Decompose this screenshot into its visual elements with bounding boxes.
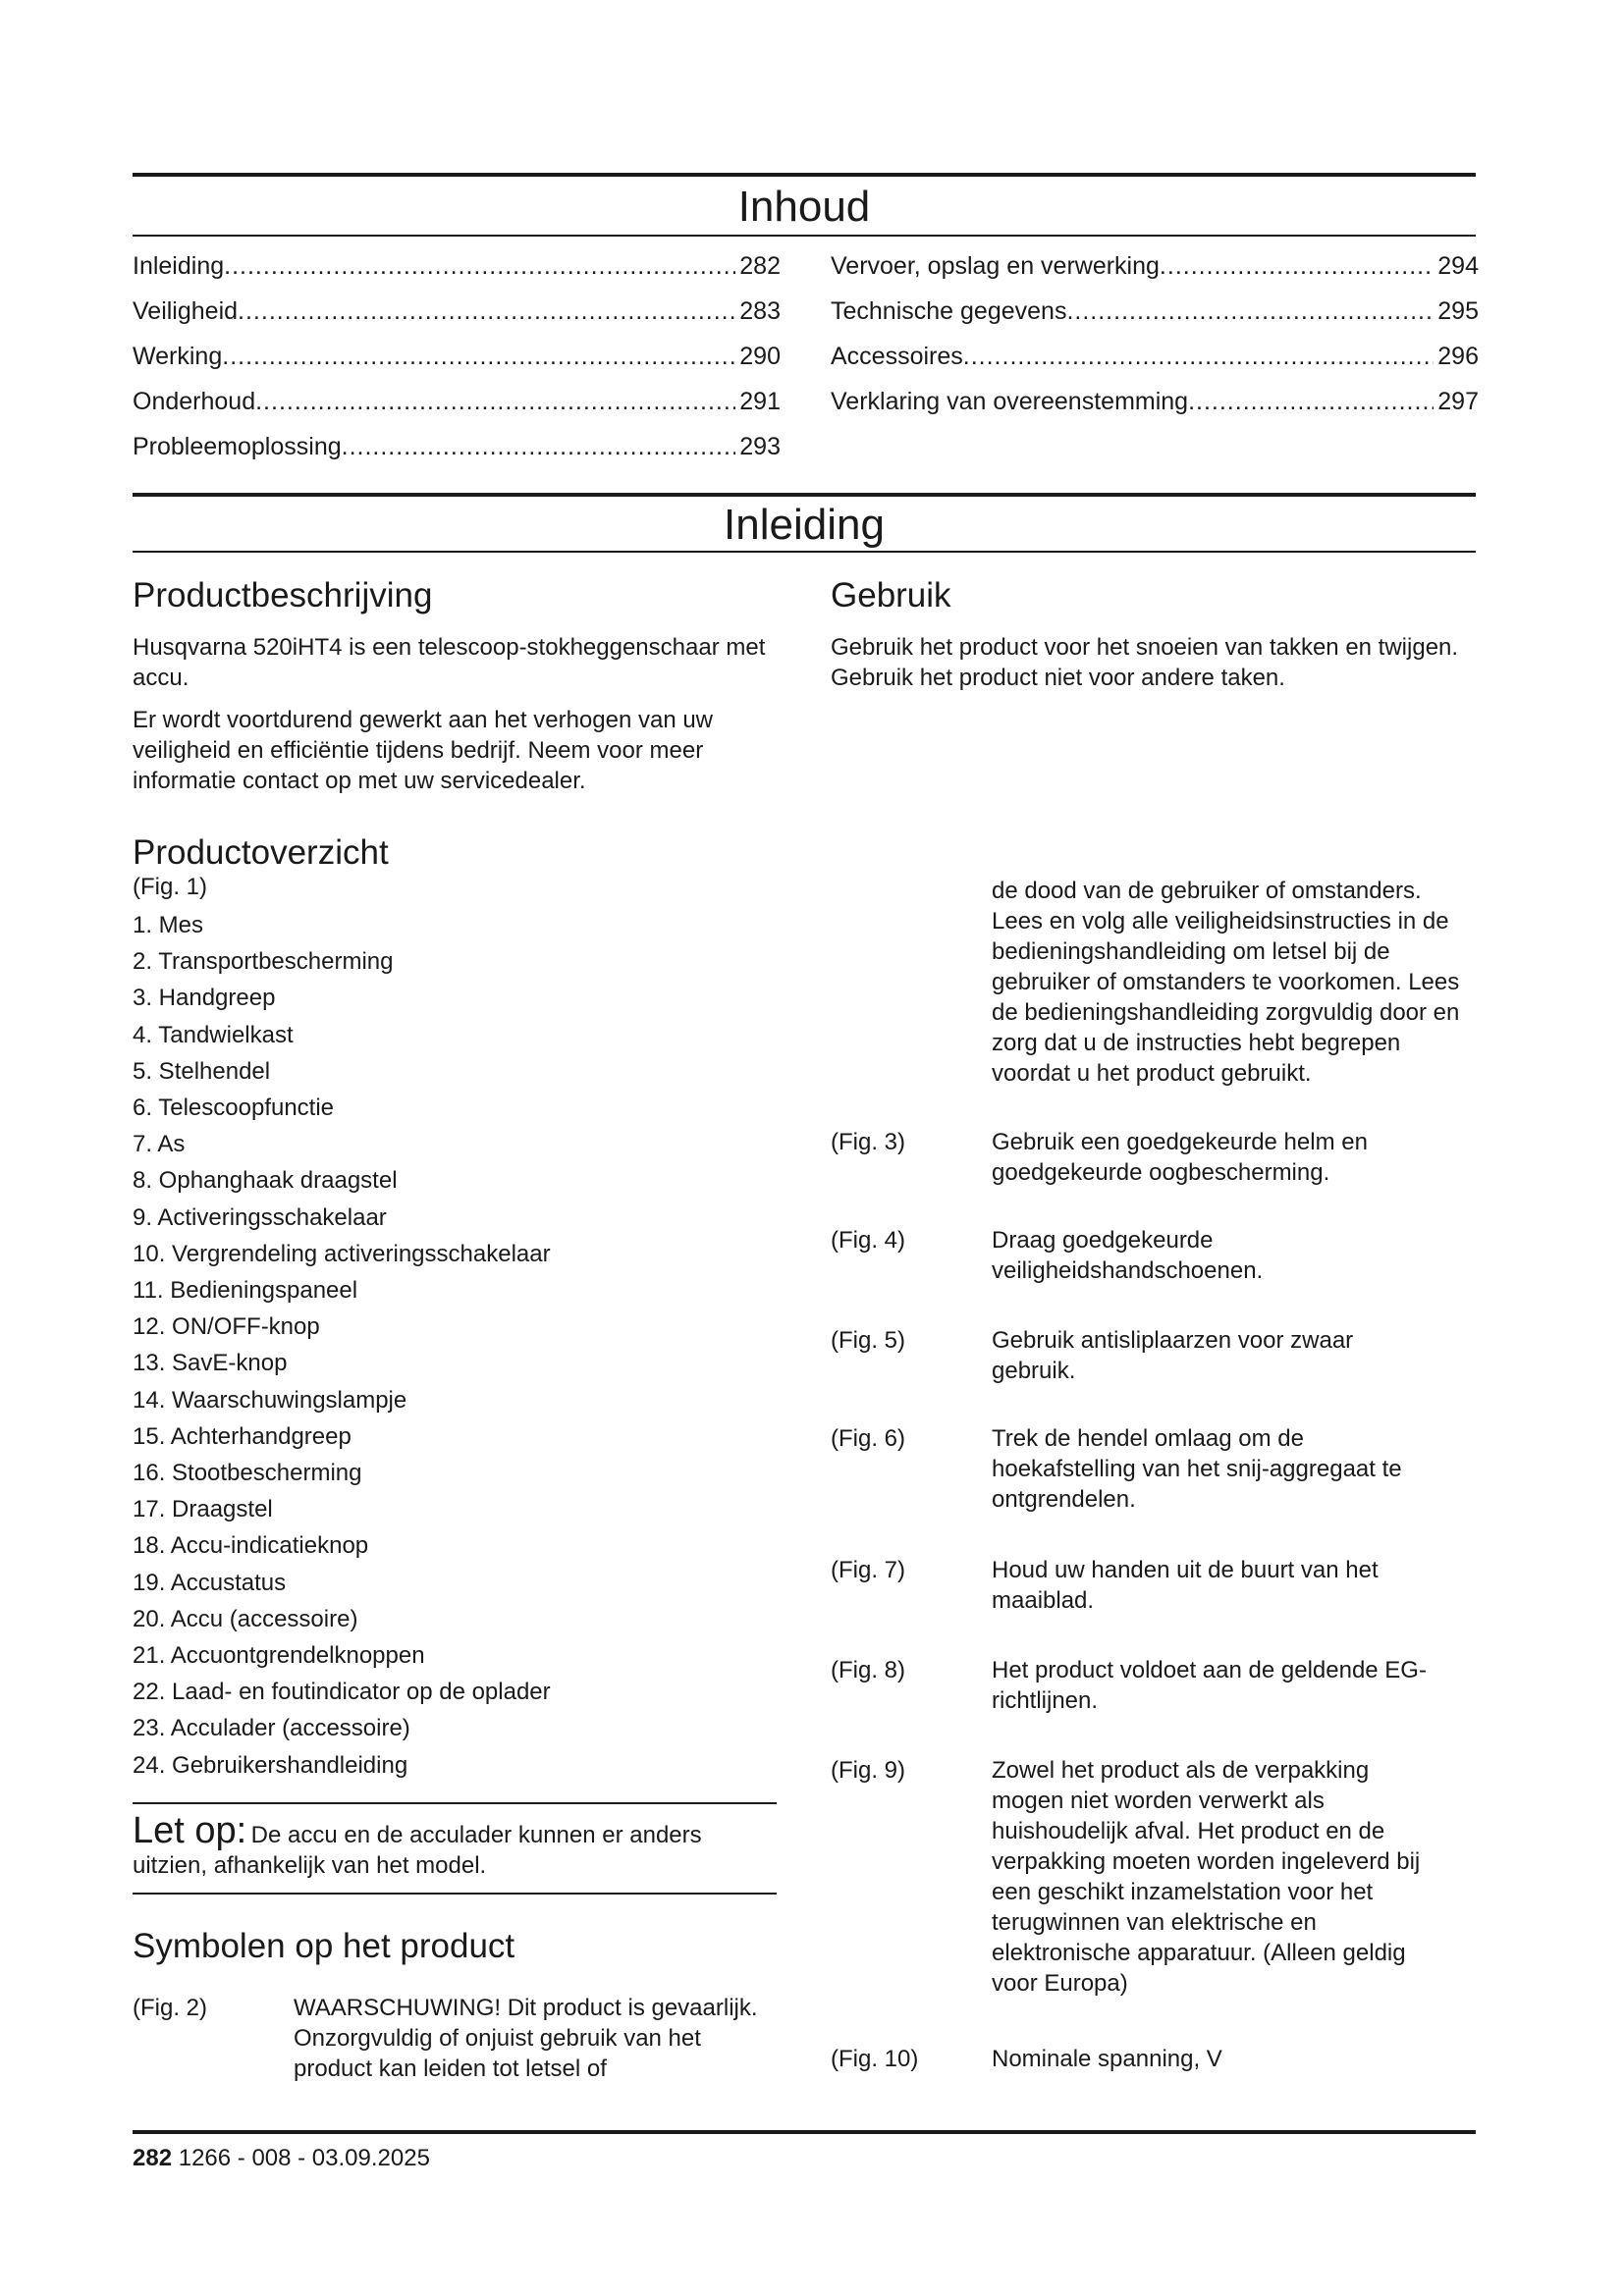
list-item: 8. Ophanghaak draagstel — [133, 1167, 398, 1195]
symbol-row-fig7 — [831, 1555, 1479, 1616]
symbols-section — [133, 1926, 781, 2084]
toc-entry[interactable] — [133, 432, 781, 477]
list-item: 24. Gebruikershandleiding — [133, 1751, 408, 1779]
list-item: 5. Stelhendel — [133, 1057, 271, 1085]
toc-right-column — [831, 251, 1479, 432]
list-item: 19. Accustatus — [133, 1569, 287, 1596]
toc-entry-page: 282 — [739, 252, 781, 280]
toc-entry[interactable] — [133, 342, 781, 387]
document-reference: 1266 - 008 - 03.09.2025 — [178, 2145, 430, 2171]
toc-entry-page: 294 — [1437, 252, 1479, 280]
toc-entry-page: 293 — [739, 433, 781, 460]
symbol-description: Het product voldoet aan de geldende EG-richtlijnen. — [992, 1657, 1427, 1714]
symbol-row-fig9 — [831, 1755, 1479, 1999]
list-item: 1. Mes — [133, 912, 204, 938]
toc-entry[interactable] — [831, 387, 1479, 432]
note-label: Let op: — [133, 1810, 247, 1851]
list-item: 14. Waarschuwingslampje — [133, 1386, 407, 1414]
symbol-fig-ref: (Fig. 5) — [831, 1327, 906, 1354]
toc-entry-page: 295 — [1437, 297, 1479, 325]
toc-entry-title: Accessoires — [831, 343, 963, 370]
symbol-description: Zowel het product als de verpakking mogen niet worden verwerkt als huishoudelijk afval. Het product en de verpakking moeten worden ingeleverd bij een geschikt inzamelstation voor het terugwinnen van elektrische en elektronische apparatuur. (Alleen geldig voor Europa) — [992, 1757, 1421, 1997]
symbol-description: Nominale spanning, V — [992, 2046, 1222, 2072]
symbol-description: Gebruik antisliplaarzen voor zwaar gebruik. — [992, 1327, 1354, 1384]
toc-entry[interactable] — [133, 251, 781, 296]
product-overview-list — [133, 907, 781, 1784]
list-item: 20. Accu (accessoire) — [133, 1605, 358, 1632]
symbol-row-fig4 — [831, 1225, 1479, 1286]
symbol-description: WAARSCHUWING! Dit product is gevaarlijk. Onzorgvuldig of onjuist gebruik van het product kan leiden tot letsel of — [294, 1995, 758, 2082]
symbol-row — [831, 876, 1479, 1089]
symbol-fig-ref: (Fig. 6) — [831, 1425, 906, 1452]
toc-entry-title: Werking — [133, 343, 223, 370]
symbol-row-fig6 — [831, 1423, 1479, 1515]
page-footer — [133, 2145, 430, 2172]
toc-entry-title: Verklaring van overeenstemming — [831, 388, 1189, 415]
symbol-row — [133, 1993, 781, 2084]
symbol-fig-ref: (Fig. 8) — [831, 1657, 906, 1683]
toc-entry-title: Probleemoplossing — [133, 433, 342, 460]
toc-entry-title: Vervoer, opslag en verwerking — [831, 252, 1160, 280]
product-overview — [133, 832, 781, 1784]
symbol-description: Draag goedgekeurde veiligheidshandschoenen. — [992, 1227, 1264, 1284]
usage-heading: Gebruik — [831, 576, 951, 614]
page-number: 282 — [133, 2145, 173, 2171]
list-item: 15. Achterhandgreep — [133, 1422, 352, 1450]
toc-entry-title: Technische gegevens — [831, 297, 1067, 325]
toc-entry-page: 283 — [739, 297, 781, 325]
product-description — [133, 575, 781, 796]
list-item: 4. Tandwielkast — [133, 1021, 294, 1048]
symbol-fig-ref: (Fig. 10) — [831, 2046, 919, 2072]
intro-title: Inleiding — [724, 501, 885, 549]
toc-entry-page: 291 — [739, 388, 781, 415]
product-description-heading: Productbeschrijving — [133, 576, 433, 614]
toc-entry-page: 296 — [1437, 343, 1479, 370]
product-description-paragraph: Husqvarna 520iHT4 is een telescoop-stokheggenschaar met accu. — [133, 634, 766, 691]
toc-entry[interactable] — [831, 342, 1479, 387]
toc-entry[interactable] — [133, 296, 781, 342]
list-item: 17. Draagstel — [133, 1496, 273, 1523]
list-item: 13. SavE-knop — [133, 1350, 288, 1377]
symbol-description: Gebruik een goedgekeurde helm en goedgekeurde oogbescherming. — [992, 1129, 1368, 1186]
toc-entry[interactable] — [133, 387, 781, 432]
list-item: 22. Laad- en foutindicator op de oplader — [133, 1679, 551, 1706]
symbols-right-column — [831, 876, 1479, 1089]
symbol-fig-ref: (Fig. 9) — [831, 1757, 906, 1784]
product-description-paragraph: Er wordt voortdurend gewerkt aan het verhogen van uw veiligheid en efficiëntie tijdens bedrijf. Neem voor meer informatie contact op met uw servicedealer. — [133, 707, 714, 794]
symbol-row-fig3 — [831, 1127, 1479, 1188]
usage — [831, 575, 1479, 693]
list-item: 6. Telescoopfunctie — [133, 1095, 335, 1122]
product-overview-heading: Productoverzicht — [133, 833, 389, 872]
toc-title: Inhoud — [737, 183, 871, 231]
note-box — [133, 1802, 777, 1895]
toc-entry-title: Onderhoud — [133, 388, 256, 415]
symbol-description: Houd uw handen uit de buurt van het maaiblad. — [992, 1557, 1379, 1614]
symbol-fig-ref: (Fig. 2) — [133, 1995, 208, 2021]
list-item: 11. Bedieningspaneel — [133, 1277, 358, 1305]
toc-entry-page: 290 — [739, 343, 781, 370]
symbol-row-fig5 — [831, 1325, 1479, 1386]
list-item: 10. Vergrendeling activeringsschakelaar — [133, 1240, 551, 1267]
list-item: 12. ON/OFF-knop — [133, 1313, 320, 1341]
list-item: 18. Accu-indicatieknop — [133, 1532, 369, 1560]
symbols-heading: Symbolen op het product — [133, 1927, 515, 1965]
list-item: 3. Handgreep — [133, 985, 276, 1012]
note-text: De accu en de acculader kunnen er anders uitzien, afhankelijk van het model. — [133, 1822, 702, 1879]
toc-entry[interactable] — [831, 251, 1479, 296]
usage-paragraph: Gebruik het product voor het snoeien van takken en twijgen. Gebruik het product niet voor andere taken. — [831, 634, 1459, 691]
list-item: 23. Acculader (accessoire) — [133, 1715, 410, 1742]
list-item: 2. Transportbescherming — [133, 948, 394, 976]
symbol-description: Trek de hendel omlaag om de hoekafstelling van het snij-aggregaat te ontgrendelen. — [992, 1425, 1402, 1513]
symbol-row-fig10 — [831, 2044, 1479, 2074]
list-item: 16. Stootbescherming — [133, 1460, 362, 1487]
symbol-fig-ref: (Fig. 7) — [831, 1557, 906, 1583]
symbol-fig-ref: (Fig. 3) — [831, 1129, 906, 1155]
toc-left-column — [133, 251, 781, 477]
symbol-description-continuation: de dood van de gebruiker of omstanders. Lees en volg alle veiligheidsinstructies in de bedieningshandleiding om letsel bij de gebruiker of omstanders te voorkomen. Lees de bedieningshandleiding zorgvuldig door en zorg dat u de instructies hebt begrepen voordat u het product gebruikt. — [992, 878, 1460, 1087]
intro-top-rule — [133, 493, 1476, 497]
list-item: 7. As — [133, 1131, 186, 1158]
toc-title-rule — [133, 235, 1476, 237]
intro-title-rule — [133, 551, 1476, 553]
symbol-fig-ref: (Fig. 4) — [831, 1227, 906, 1254]
symbol-row-fig8 — [831, 1655, 1479, 1716]
toc-entry[interactable] — [831, 296, 1479, 342]
toc-entry-title: Inleiding — [133, 252, 225, 280]
product-overview-fig-ref: (Fig. 1) — [133, 874, 208, 900]
toc-entry-title: Veiligheid — [133, 297, 239, 325]
toc-entry-page: 297 — [1437, 388, 1479, 415]
list-item: 21. Accuontgrendelknoppen — [133, 1642, 425, 1670]
list-item: 9. Activeringsschakelaar — [133, 1203, 387, 1231]
footer-rule — [133, 2130, 1476, 2134]
toc-top-rule — [133, 173, 1476, 177]
